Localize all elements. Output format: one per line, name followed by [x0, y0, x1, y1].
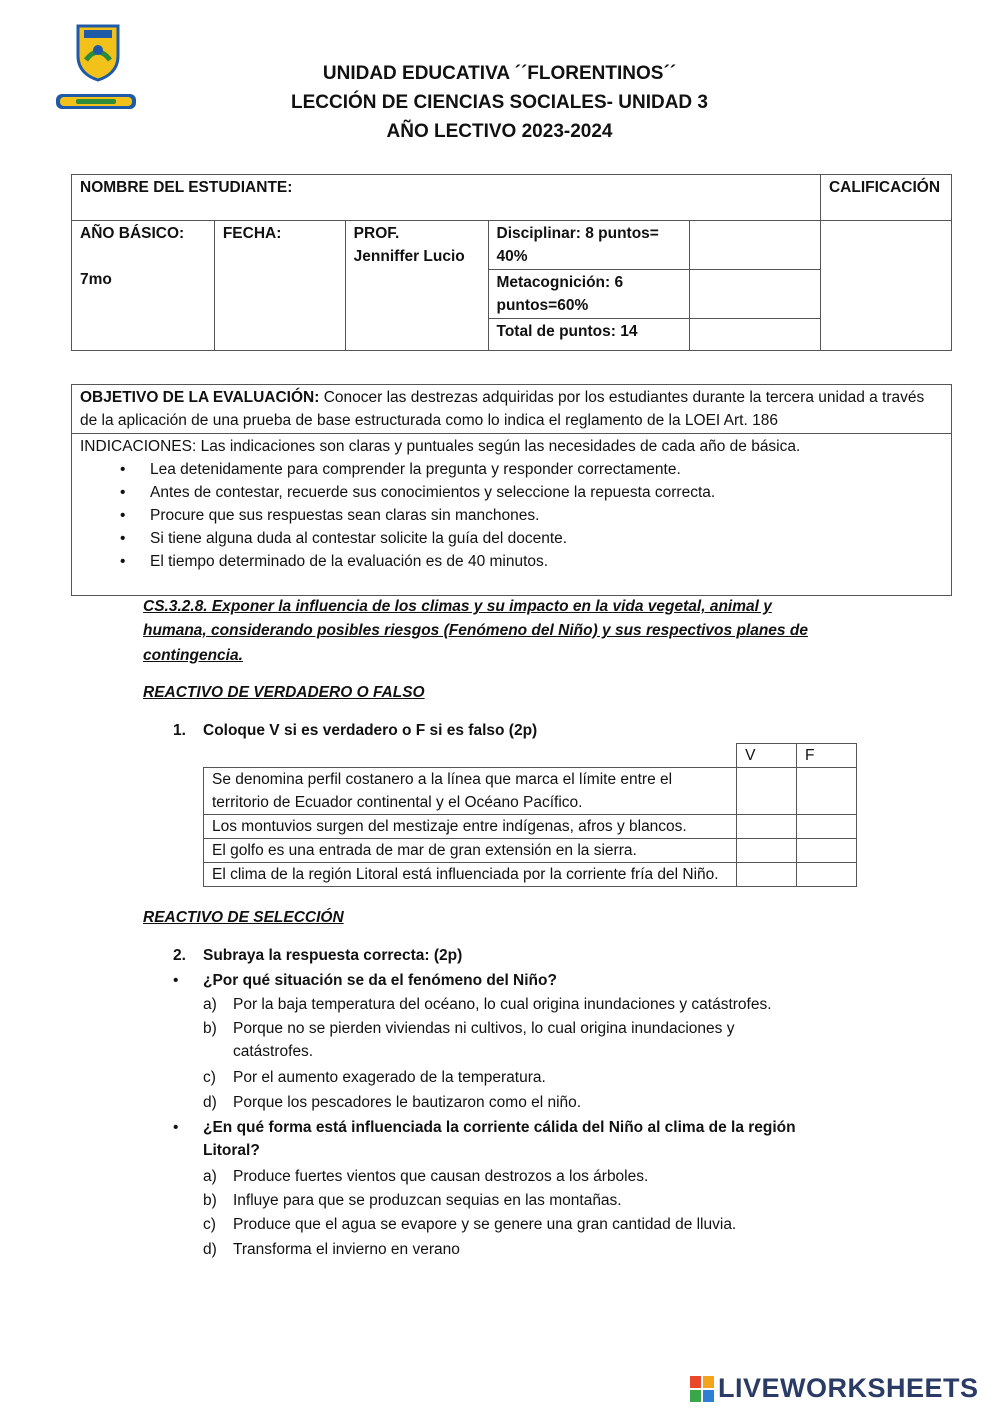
- option-letter: b): [203, 1192, 217, 1209]
- table-row: [204, 768, 857, 815]
- date-label: FECHA:: [222, 225, 282, 242]
- sel-q1: ¿Por qué situación se da el fenómeno del Niño?: [203, 972, 557, 989]
- title-line-2: LECCIÓN DE CIENCIAS SOCIALES- UNIDAD 3: [291, 92, 708, 113]
- vf-section-heading: REACTIVO DE VERDADERO O FALSO: [143, 684, 425, 701]
- vf-answer-f[interactable]: [797, 815, 857, 839]
- vf-header-f: F: [797, 744, 857, 768]
- year-cell[interactable]: [72, 221, 215, 351]
- liveworksheets-logo[interactable]: [690, 1374, 990, 1404]
- vf-answer-v[interactable]: [737, 815, 797, 839]
- prof-name: Jenniffer Lucio: [353, 248, 465, 265]
- total-score-cell[interactable]: [690, 319, 821, 351]
- grade-label: CALIFICACIÓN: [828, 179, 941, 196]
- vf-answer-f[interactable]: [797, 863, 857, 887]
- grade-header-cell: [820, 175, 951, 221]
- indication-item: • Lea detenidamente para comprender la pregunta y responder correctamente.: [120, 458, 943, 481]
- vf-statement: El clima de la región Litoral está influenciada por la corriente fría del Niño.: [204, 863, 737, 887]
- option-letter: c): [203, 1216, 216, 1233]
- vf-answer-f[interactable]: [797, 768, 857, 815]
- option-letter: a): [203, 996, 217, 1013]
- option-letter: b): [203, 1020, 217, 1037]
- sel-question-number: 2.: [173, 947, 186, 964]
- q1-option-a[interactable]: Por la baja temperatura del océano, lo cual origina inundaciones y catástrofes.: [233, 996, 772, 1013]
- year-label: AÑO BÁSICO:: [80, 225, 185, 242]
- vf-answer-v[interactable]: [737, 768, 797, 815]
- option-letter: c): [203, 1069, 216, 1086]
- disciplinar-label: Disciplinar: 8 puntos= 40%: [496, 225, 659, 265]
- q2-option-b[interactable]: Influye para que se produzcan sequias en las montañas.: [233, 1192, 622, 1209]
- q1-option-b[interactable]: Porque no se pierden viviendas ni cultivos, lo cual origina inundaciones y catástrofes.: [233, 1020, 735, 1060]
- vf-statement: El golfo es una entrada de mar de gran extensión en la sierra.: [204, 839, 737, 863]
- skill-line-2: humana, considerando posibles riesgos (Fenómeno del Niño) y sus respectivos planes de: [143, 622, 808, 639]
- indications-label: INDICACIONES: Las indicaciones son claras y puntuales según las necesidades de cada año de básica.: [80, 438, 801, 455]
- vf-question: Coloque V si es verdadero o F si es falso (2p): [203, 722, 538, 739]
- sel-q2: ¿En qué forma está influenciada la corriente cálida del Niño al clima de la región Litoral?: [203, 1119, 796, 1159]
- sel-question: Subraya la respuesta correcta: (2p): [203, 947, 463, 964]
- vf-header-v: V: [737, 744, 797, 768]
- q2-option-d[interactable]: Transforma el invierno en verano: [233, 1241, 460, 1258]
- liveworksheets-wordmark: LIVEWORKSHEETS: [718, 1373, 979, 1403]
- skill-line-3: contingencia.: [143, 647, 243, 664]
- option-letter: d): [203, 1094, 217, 1111]
- objective-text: Conocer las destrezas adquiridas por los estudiantes durante la tercera unidad a través de la aplicación de una prueba de base estructurada como lo indica el reglamento de la LOEI Art. 186: [80, 389, 925, 429]
- objective-table: [71, 384, 952, 596]
- grade-value-cell[interactable]: [820, 221, 951, 351]
- student-name-cell[interactable]: [72, 175, 821, 221]
- disciplinar-score-cell[interactable]: [690, 221, 821, 270]
- table-row: [204, 815, 857, 839]
- metacognicion-cell: [488, 270, 690, 319]
- option-letter: d): [203, 1241, 217, 1258]
- selection-section-heading: REACTIVO DE SELECCIÓN: [143, 909, 344, 926]
- indication-item: • El tiempo determinado de la evaluación es de 40 minutos.: [120, 550, 943, 573]
- indications-list: [120, 458, 943, 573]
- vf-question-number: 1.: [173, 722, 186, 739]
- vf-answer-v[interactable]: [737, 863, 797, 887]
- vf-statement: Los montuvios surgen del mestizaje entre indígenas, afros y blancos.: [204, 815, 737, 839]
- vf-statement: Se denomina perfil costanero a la línea que marca el límite entre el territorio de Ecuador continental y el Océano Pacífico.: [204, 768, 737, 815]
- indication-item: • Antes de contestar, recuerde sus conocimientos y seleccione la repuesta correcta.: [120, 481, 943, 504]
- metacognicion-label: Metacognición: 6 puntos=60%: [496, 274, 624, 314]
- title-line-3: AÑO LECTIVO 2023-2024: [386, 121, 613, 142]
- q1-option-d[interactable]: Porque los pescadores le bautizaron como el niño.: [233, 1094, 582, 1111]
- total-label: Total de puntos: 14: [496, 323, 638, 340]
- year-value: 7mo: [80, 271, 112, 288]
- title-line-1: UNIDAD EDUCATIVA ´´FLORENTINOS´´: [322, 63, 677, 84]
- table-row: [204, 839, 857, 863]
- table-row: [204, 863, 857, 887]
- student-name-label: NOMBRE DEL ESTUDIANTE:: [80, 179, 293, 196]
- q1-option-c[interactable]: Por el aumento exagerado de la temperatura.: [233, 1069, 546, 1086]
- true-false-table: [203, 743, 857, 887]
- q2-option-c[interactable]: Produce que el agua se evapore y se genere una gran cantidad de lluvia.: [233, 1216, 737, 1233]
- disciplinar-cell: [488, 221, 690, 270]
- vf-header-spacer: [204, 744, 737, 768]
- indication-item: • Si tiene alguna duda al contestar solicite la guía del docente.: [120, 527, 943, 550]
- skill-line-1: CS.3.2.8. Exponer la influencia de los climas y su impacto en la vida vegetal, animal y: [143, 598, 772, 615]
- metacognicion-score-cell[interactable]: [690, 270, 821, 319]
- vf-answer-v[interactable]: [737, 839, 797, 863]
- objective-cell: [72, 385, 952, 434]
- total-cell: [488, 319, 690, 351]
- bullet-icon: •: [173, 1119, 179, 1136]
- option-letter: a): [203, 1168, 217, 1185]
- indications-cell: [72, 434, 952, 596]
- q2-option-a[interactable]: Produce fuertes vientos que causan destrozos a los árboles.: [233, 1168, 649, 1185]
- prof-label: PROF.: [353, 225, 400, 242]
- student-info-table: [71, 174, 952, 351]
- bullet-icon: •: [173, 972, 179, 989]
- objective-label: OBJETIVO DE LA EVALUACIÓN:: [80, 389, 320, 406]
- date-cell[interactable]: [214, 221, 345, 351]
- indication-item: • Procure que sus respuestas sean claras sin manchones.: [120, 504, 943, 527]
- vf-answer-f[interactable]: [797, 839, 857, 863]
- liveworksheets-badge-icon: [690, 1376, 714, 1402]
- prof-cell: [345, 221, 488, 351]
